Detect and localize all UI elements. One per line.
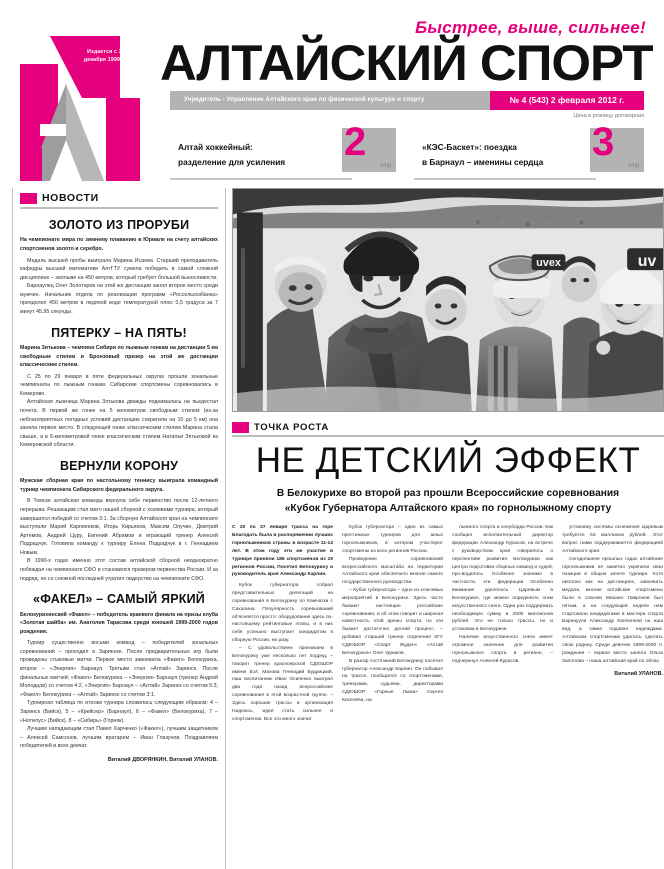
main-headline: НЕ ДЕТСКИЙ ЭФФЕКТ <box>255 441 641 480</box>
svg-text:uvex: uvex <box>536 257 562 270</box>
news-item[interactable] <box>20 592 218 763</box>
teaser-line2: в Барнаул – именины сердца <box>422 156 544 167</box>
main-column <box>452 524 553 723</box>
main-photo <box>232 188 664 412</box>
main-column <box>342 524 443 723</box>
main-paragraph: – С удовольствием приезжаем в Белокуриху уже несколько лет подряд, – говорит тренер красноярской СДЮШОР имени В.И. Махова Геннадий Будрицкий, наш воспитанник Иван Осипенко выиграл два года назад всероссийские соревнования в этой возрастной группе. – Здесь хорошие трассы и организация Надеюсь, идея стать сильнее и спортсменов. Все это много значит. <box>232 646 333 722</box>
teaser-page-label: стр. <box>628 162 641 169</box>
news-lead: Белокурихинский «Факел» – победитель краевого финала на призы клуба «Золотая шайба» им. Анатолия Тарасова среди юношей 1999-2000 годов рождения. <box>20 611 218 635</box>
news-paragraph: В 1990-х годах именно этот состав алтайской сборной неоднократно побеждал на чемпионате СФО и становился призером первенства России. И за подряд, но со снежной последней утратил лидерство на чемпионате СФО. <box>20 558 218 582</box>
teaser-page-label: стр. <box>380 162 393 169</box>
news-paragraph: Турнир существенно восьми команд – победителей зональных соревнований – проходил в Заринске. После предварительных игр были проведены стыковые матчи. Первое место завоевала «Факел» Белокуриха, второе – «Энергия» Барнаул. Третьим стал «Алтай» Заринск. После финальных матчей: «Факел» Белокуриха – «Энергия» Барнаул (тренер Андрей Молодцов) со счетом 4:2, «Энергия» Барнаул – «Алтай» Заринск со счетом 5:3, «Факел» Белокуриха – «Алтай» Заринск со счетом 3:1. <box>20 640 218 698</box>
news-paragraph: Медаль высшей пробы выиграла Марина Исаева. Старший преподаватель кафедры высшей математики АлтГТУ сумела победить в самой сложной дисциплине – заплыве на 450 метров, который требует большой выносливости. <box>20 257 218 281</box>
main-article <box>232 188 664 723</box>
news-item[interactable] <box>20 459 218 583</box>
news-lead: Мужская сборная края по настольному теннису выиграла командный турнир чемпионата Сибирского федерального округа. <box>20 478 218 493</box>
news-lead: Марина Зятькова – чемпион Сибири по лыжным гонкам на дистанции 5 км свободным стилем и Бронзовый призер на этой же дистанции классическим стилем. <box>20 344 218 369</box>
slogan: Быстрее, выше, сильнее! <box>415 18 646 37</box>
kicker-square-icon <box>20 193 37 204</box>
kicker-square-icon <box>232 422 249 433</box>
newspaper-logo <box>20 36 140 181</box>
news-headline: ПЯТЕРКУ – НА ПЯТЬ! <box>51 325 187 340</box>
main-paragraph: лыжного спорта и сноуборда России. Как сообщил исполнительный директор федерации Александр Курасов, на встрече с руководством края говорилось о перспективе развития Белокурихи как центра подготовки сборных команд и судей, про-водилось Особенно значимо в частности, эти федерации Особенно внимание уделялось Царевым в Белокурихе, где можно определить этим искусственного снега. Один раз поддержать необходимую сумму в 2500 миллионов рублей. Это не только трассы, но и установки в Белокурихе. <box>452 525 553 633</box>
page-title: АЛТАЙСКИЙ СПОРТ <box>160 35 653 91</box>
kicker-rule <box>20 207 218 209</box>
teaser-text <box>422 140 543 169</box>
left-margin-rule <box>12 188 13 869</box>
news-headline: ВЕРНУЛИ КОРОНУ <box>59 458 179 473</box>
news-paragraph: Турнирная таблица по итогам турнира сложилась следующим образом: 4 – Заринск (Бийск), 5 – «Крейсер» (Барнаул), 6 – «Факел» (Белокуриха), 7 – «Нотилус» (Бийск), 8 – «Сибирь» (Горняк). <box>20 700 218 724</box>
main-subhead-line1: В Белокурихе во второй раз прошли Всероссийские соревнования <box>276 487 620 499</box>
issue-box <box>490 91 644 110</box>
main-kicker-label: ТОЧКА РОСТА <box>254 422 329 433</box>
main-paragraph: – Кубок губернатора – одно из ключевых мероприятий в Белокурихе. Здесь часто бывают настоящие российские соревнования, и об этом говорит и широкая известность этой арены спорта, но эти бывает достаточно долгий процесс, – добавил старший тренер отделения КГУ СДЮШОР «Спарт Жуден» «Алтай Белокуриха» Олег Удников. <box>342 588 443 656</box>
issue-text: № 4 (543) 2 февраля 2012 г. <box>509 95 625 105</box>
page-content <box>0 188 664 869</box>
news-kicker <box>20 192 218 204</box>
main-paragraph: Кубок губернатора – один из самых престижных турниров для юных горнолыжников, в котором участвуют спортсмены из всех регионов России. <box>342 525 443 554</box>
teaser-page-badge <box>590 120 644 172</box>
teaser-page-number: 3 <box>592 120 615 164</box>
teaser-basket[interactable] <box>414 120 644 180</box>
news-item[interactable] <box>20 218 218 317</box>
main-paragraph: Проведение соревнований всероссийского масштаба на территории Алтайского края обеспечило многие самого государственного руководства. <box>342 556 443 586</box>
main-paragraph: Сегодняшняя прошлых годах алтайские горнолыжники не заметно укрепили свои позиции в общем зачете турнира. Хотя неплохо как на дистанциях, завоевать медали, многие алтайские спортсмены были в спалом Михаил Лавронов был пятым, а на следующей неделе нем стартовали кандидатами в мастера спорта Барнауула Александр Капленнов на наш вид, а также подавал надеждами. Алтайским спортсменам удалось сделать свою родину. Среди девочек 1999-2000 гг. рождения – первое место заняла Ольга Заполова – наша алтайская край по облас. <box>562 556 663 664</box>
main-byline: Виталий УЛАНОВ. <box>614 670 663 677</box>
main-kicker <box>232 422 664 433</box>
teaser-page-number: 2 <box>344 120 367 164</box>
column-divider <box>225 188 226 869</box>
founder-text: Учредитель - Управление Алтайского края по физической культуре и спорту <box>184 97 425 103</box>
news-lead: На чемпионате мира по зимнему плаванию в Юрмале на счету алтайских спортсменов золото и серебро. <box>20 237 218 252</box>
teaser-strip <box>170 120 644 180</box>
teaser-text <box>178 140 285 169</box>
news-paragraph: Алтайская лыжница Марина Зятькова дважды поднималась на пьедестал почета. В первой же гонке на 5 километров свободным стилем (из-за неблагоприятных погодных условий дистанцию сократили на 10 до 5 км) она заняла первое место. В следующей гонке классическим стилем Марина стала свыше, а в 5-километровой гонке классическим стилем Натальи Зятьковой из Кемеровской области. <box>20 399 218 449</box>
teaser-rule <box>170 178 352 180</box>
price-note: Цена в розницу договорная <box>573 113 644 119</box>
main-paragraph: Кубок губернатора собрал представительных делегаций на соревнования в Белокуриху по Камчатки с Сахалина. Популярность соревнований об'ясняется просто: оборудование здесь по-настоящему рейтинговые этапы, и в них себя успешно выступает кандидатом в сборную России, ни разу. <box>232 583 333 644</box>
teaser-line2: разделение для усиления <box>178 156 286 167</box>
news-paragraph: С 25 по 29 января в пяти федеральных округах прошли зональные чемпионаты по лыжным гонкам. Сибирские спортсмены соревновались в Кемерово. <box>20 373 218 397</box>
main-paragraph: В разгар состязаний Белокуриху посетил губернатор Александр Карлин. Он побывал на трассе, пообщался со спортсменами, тренерами, судьями, директорами СДЮШОР «Горные Лыжи» Сергея Киселёва, на. <box>342 658 443 703</box>
news-headline: ЗОЛОТО ИЗ ПРОРУБИ <box>48 218 190 232</box>
main-kicker-rule <box>232 435 664 437</box>
main-paragraph: Наличие искусственного снега имеет огромное значение для развития горнолыжного спорта в регионе, – подчеркнул Алексей Курасов. <box>452 635 553 664</box>
main-column <box>562 524 663 723</box>
news-byline: Виталий ДВОРЯНКИН, Виталий УЛАНОВ. <box>107 756 218 763</box>
teaser-page-badge <box>342 120 396 172</box>
main-body-columns <box>232 524 664 723</box>
teaser-line1: Алтай хоккейный: <box>178 142 253 152</box>
news-kicker-label: НОВОСТИ <box>42 192 99 204</box>
main-column <box>232 524 333 723</box>
main-lead: С 20 по 27 января трасса на горе Благодать была в распоряжении лучших горнолыжников страны в возрасте 11-14 лет. В этом году эти же участие в турнире приняли 186 спортсменов из 19 регионов России, Посетил Белокуриху и руководитель края Александр Карлин. <box>232 525 333 578</box>
teaser-hockey[interactable] <box>170 120 396 180</box>
news-item[interactable] <box>20 326 218 450</box>
main-paragraph: установку системы оснежения Царевым требуется 53 миллиона рублей. Этот вопрос нами поддерживается федерацией Алтайского края. <box>562 525 663 554</box>
main-subhead <box>232 486 664 517</box>
teaser-rule <box>414 178 596 180</box>
svg-text:uv: uv <box>637 253 657 271</box>
news-column <box>20 192 218 763</box>
news-paragraph: В Томске алтайская команда вернула себе первенство после 12-летнего перерыва. Решающим стал матч нашей сборной с хозяевами турнира, который завершился победой со счетом 3:1. За сборную Алтайского края на чемпионате выступали Марей Карпиенков, Игорь Кирьянов, Максим Опучин, Дмитрий Артемов, Андрей Цуру, Евгений Абрамов и играющий тренер Алексей Подрадчук. Готовила команду к турниру Елена Подрадчук в г. Геннадием Новым. <box>20 498 218 556</box>
news-paragraph: Лучшим нападающим стал Павел Харченко («Факел»), лучшим защитником – Алексей Самсонов, лучшим вратарем – Иван Глазунов. Поздравляем победителей и всех девчат. <box>20 726 218 750</box>
main-subhead-line2: «Кубок Губернатора Алтайского края» по горнолыжному спорту <box>284 503 612 515</box>
founder-bar <box>170 91 644 110</box>
news-paragraph: Барнаулец Олег Золотарев на этой же дистанции занял второе место среди мужчин. Начальник отдела по реализации программ «Россельхозбанка» преодолел 450 метров в ледяной воде температурой плюс 0,5 градуса за 7 минут 45,95 секунды. <box>20 283 218 315</box>
news-headline: «ФАКЕЛ» – САМЫЙ ЯРКИЙ <box>33 592 205 607</box>
established-text: Издается с 3 декабря 1999 г. <box>83 49 126 64</box>
masthead <box>0 0 664 186</box>
teaser-line1: «КЭС-Баскет»: поездка <box>422 142 517 152</box>
